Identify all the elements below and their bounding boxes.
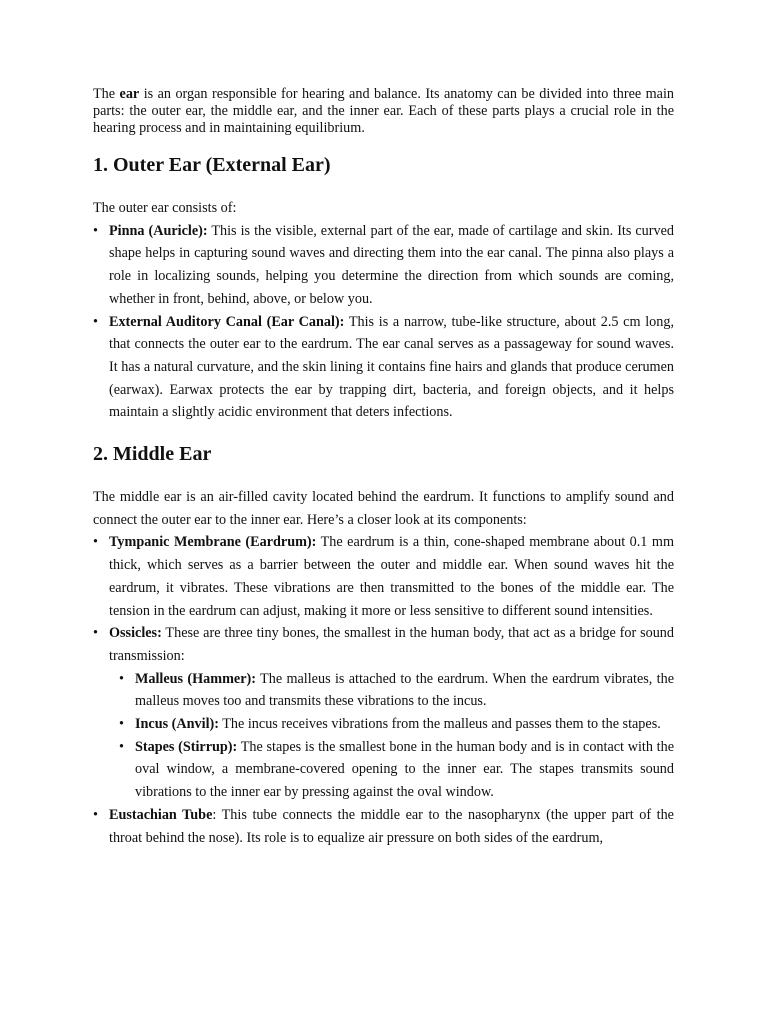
list-item xyxy=(119,668,674,713)
item-text: The eardrum is a thin, cone-shaped membrane about 0.1 mm thick, which serves as a barrier between the outer and middle ear. When sound waves hit the eardrum, it vibrates. These vibrations are then transmitted to the bones of the middle ear. The tension in the eardrum can adjust, making it more or less sensitive to different sound intensities. xyxy=(109,534,674,619)
intro-paragraph xyxy=(93,86,674,137)
item-text: This is the visible, external part of the ear, made of cartilage and skin. Its curved shape helps in capturing sound waves and directing them into the ear canal. The pinna also plays a role in localizing sounds, helping you determine the direction from which sounds are coming, whether in front, behind, above, or below you. xyxy=(109,222,674,307)
intro-post: is an organ responsible for hearing and balance. Its anatomy can be divided into three main parts: the outer ear, the middle ear, and the inner ear. Each of these parts plays a crucial role in the hearing process and in maintaining equilibrium. xyxy=(93,86,675,136)
ossicles-list xyxy=(119,668,674,804)
item-term: Pinna (Auricle): xyxy=(109,222,208,239)
heading-middle-ear: 2. Middle Ear xyxy=(93,443,212,466)
outer-ear-lead: The outer ear consists of: xyxy=(93,200,237,216)
heading-outer-ear: 1. Outer Ear (External Ear) xyxy=(93,154,331,176)
item-text: These are three tiny bones, the smallest in the human body, that act as a bridge for sound transmission: xyxy=(109,625,674,664)
intro-pre: The xyxy=(93,86,120,102)
list-item xyxy=(93,622,674,804)
item-term: Malleus (Hammer): xyxy=(135,670,256,687)
list-item xyxy=(93,804,674,849)
intro-bold-term: ear xyxy=(119,86,140,102)
middle-ear-lead: The middle ear is an air-filled cavity located behind the eardrum. It functions to amplify sound and connect the outer ear to the inner ear. Here’s a closer look at its components: xyxy=(93,489,674,528)
item-text: This is a narrow, tube-like structure, about 2.5 cm long, that connects the outer ear to the eardrum. The ear canal serves as a passageway for sound waves. It has a natural curvature, and the skin lining it contains fine hairs and glands that produce cerumen (earwax). Earwax protects the ear by trapping dirt, bacteria, and foreign objects, and it helps maintain a slightly acidic environment that deters infections. xyxy=(109,313,674,421)
list-item xyxy=(93,220,674,311)
list-item xyxy=(93,311,674,425)
item-term: Ossicles: xyxy=(109,625,162,642)
item-text: The incus receives vibrations from the malleus and passes them to the stapes. xyxy=(218,716,661,733)
list-item xyxy=(119,713,674,736)
item-text: : This tube connects the middle ear to the nasopharynx (the upper part of the throat behind the nose). Its role is to equalize air pressure on both sides of the eardrum, xyxy=(109,806,674,846)
item-text: The malleus is attached to the eardrum. When the eardrum vibrates, the malleus moves too and transmits these vibrations to the incus. xyxy=(135,670,674,710)
document-page xyxy=(93,86,674,849)
item-term: Eustachian Tube xyxy=(109,806,213,823)
item-term: Stapes (Stirrup): xyxy=(135,738,238,755)
item-term: External Auditory Canal (Ear Canal): xyxy=(109,313,345,330)
item-term: Tympanic Membrane (Eardrum): xyxy=(109,534,317,551)
list-item xyxy=(93,531,674,622)
middle-ear-list xyxy=(93,531,674,849)
list-item xyxy=(119,736,674,804)
outer-ear-list xyxy=(93,220,674,424)
item-text: The stapes is the smallest bone in the human body and is in contact with the oval window, a membrane-covered opening to the inner ear. The stapes transmits sound vibrations to the inner ear by pressing against the oval window. xyxy=(135,738,674,801)
item-term: Incus (Anvil): xyxy=(135,716,219,733)
